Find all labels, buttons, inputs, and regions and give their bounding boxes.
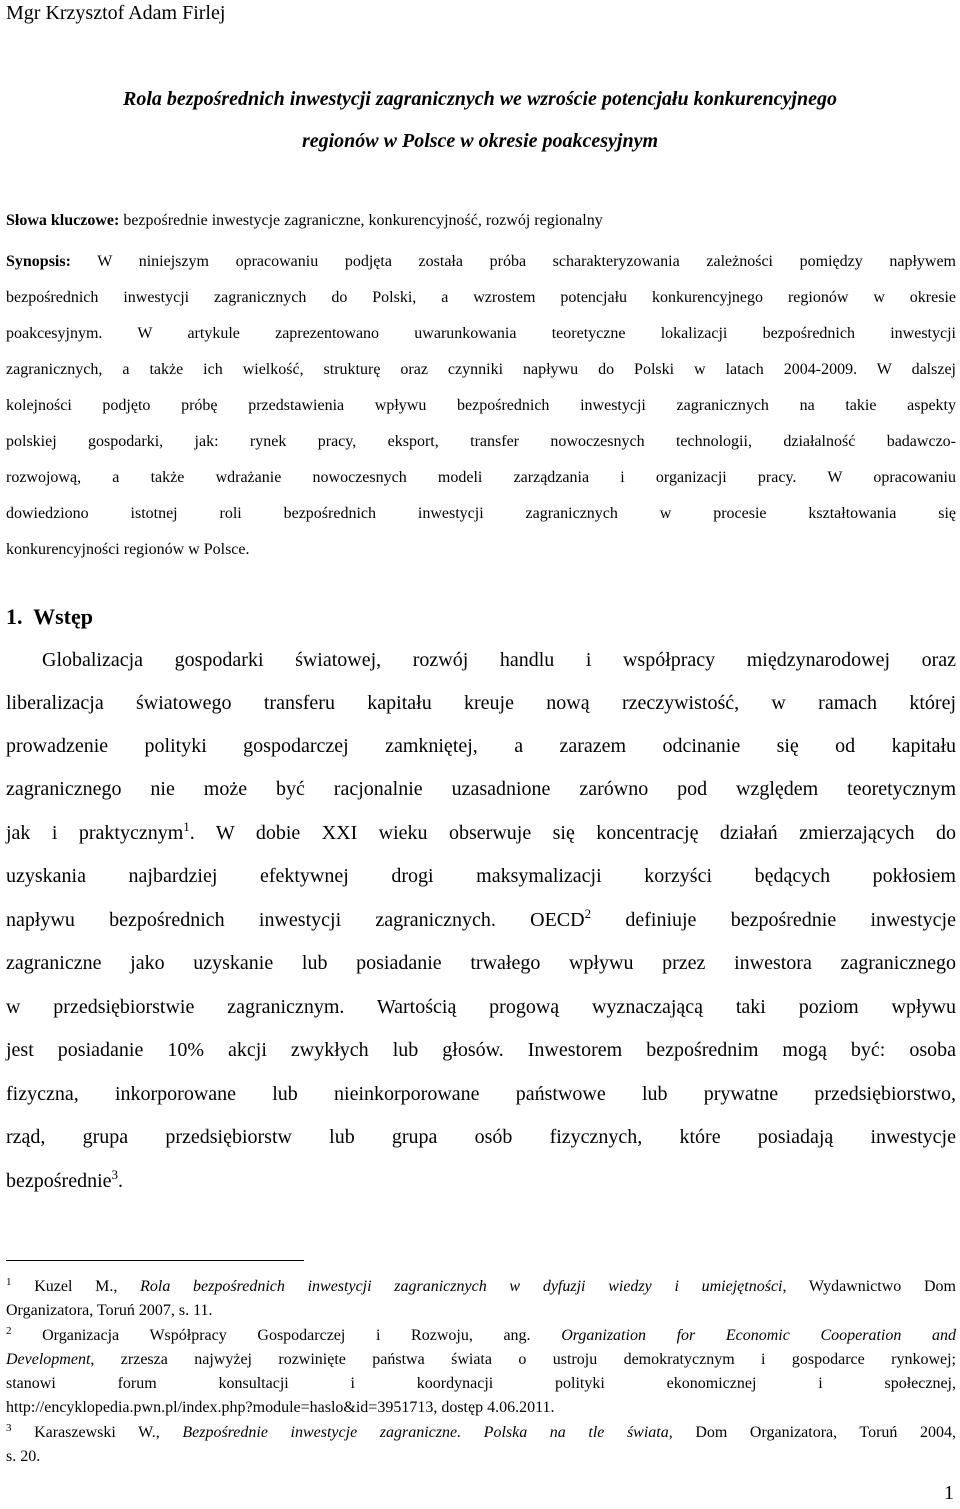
body-line: rząd, grupa przedsiębiorstw lub grupa osób fizycznych, które posiadają inwestycje xyxy=(6,1126,956,1148)
body-text: bezpośrednie xyxy=(6,1170,112,1192)
body-line xyxy=(6,1168,956,1194)
author-name: Mgr Krzysztof Adam Firlej xyxy=(6,2,226,24)
footnote-number: 2 xyxy=(6,1325,12,1337)
synopsis-line: zagranicznych, a także ich wielkość, strukturę oraz czynniki napływu do Polski w latach 2004-2009. W dalszej xyxy=(6,361,956,378)
footnote-2-url[interactable]: http://encyklopedia.pwn.pl/index.php?module=haslo&id=3951713, dostęp 4.06.2011. xyxy=(6,1399,555,1416)
paper-title-line-1: Rola bezpośrednich inwestycji zagranicznych we wzroście potencjału konkurencyjnego xyxy=(123,88,837,110)
footnote-text: , zrzesza najwyżej rozwinięte państwa świata o ustroju demokratycznym i gospodarce rynkowej; xyxy=(90,1351,956,1368)
footnote-1-line-2: Organizatora, Toruń 2007, s. 11. xyxy=(6,1302,213,1319)
body-text: jak i praktycznym xyxy=(6,822,184,844)
synopsis-label: Synopsis: xyxy=(6,253,71,270)
body-line xyxy=(6,907,956,933)
footnote-number: 3 xyxy=(6,1422,12,1434)
footnote-ref-1[interactable]: 1 xyxy=(183,819,190,834)
body-line: liberalizacja światowego transferu kapitału kreuje nową rzeczywistość, w ramach której xyxy=(6,692,956,714)
footnote-text: Organizacja Współpracy Gospodarczej i Rozwoju, ang. xyxy=(11,1327,562,1344)
synopsis-line: bezpośrednich inwestycji zagranicznych do Polski, a wzrostem potencjału konkurencyjnego regionów w okresie xyxy=(6,289,956,306)
synopsis-line: dowiedziono istotnej roli bezpośrednich inwestycji zagranicznych w procesie kształtowania się xyxy=(6,505,956,522)
footnote-3 xyxy=(6,1423,956,1443)
footnote-text: , Dom Organizatora, Toruń 2004, xyxy=(668,1424,956,1441)
synopsis-line: kolejności podjęto próbę przedstawienia wpływu bezpośrednich inwestycji zagranicznych na takie aspekty xyxy=(6,397,956,414)
footnote-cited-title: Bezpośrednie inwestycje zagraniczne. Polska na tle świata xyxy=(182,1424,669,1441)
synopsis-line: rozwojową, a także wdrażanie nowoczesnych modeli zarządzania i organizacji pracy. W opracowaniu xyxy=(6,469,956,486)
synopsis-line: polskiej gospodarki, jak: rynek pracy, eksport, transfer nowoczesnych technologii, działalność badawczo- xyxy=(6,433,956,450)
footnote-cited-title: Rola bezpośrednich inwestycji zagranicznych w dyfuzji wiedzy i umiejętności xyxy=(140,1278,783,1295)
footnote-separator xyxy=(6,1260,304,1261)
footnote-ref-3[interactable]: 3 xyxy=(111,1167,119,1182)
paper-title-line-2: regionów w Polsce w okresie poakcesyjnym xyxy=(301,130,659,152)
footnote-2 xyxy=(6,1326,956,1346)
body-text: . xyxy=(118,1170,124,1192)
body-line: zagranicznego nie może być racjonalnie uzasadnione zarówno pod względem teoretycznym xyxy=(6,778,956,800)
synopsis-line: poakcesyjnym. W artykule zaprezentowano uwarunkowania teoretyczne lokalizacji bezpośrednich inwestycji xyxy=(6,325,956,342)
synopsis-line: konkurencyjności regionów w Polsce. xyxy=(6,541,250,558)
body-text: . W dobie XXI wieku obserwuje się koncentrację działań zmierzających do xyxy=(189,822,956,844)
body-line: Globalizacja gospodarki światowej, rozwój handlu i współpracy międzynarodowej oraz xyxy=(42,649,956,671)
footnote-italic: Organization for Economic Cooperation and xyxy=(561,1327,956,1344)
body-line xyxy=(6,820,956,846)
body-line: zagraniczne jako uzyskanie lub posiadanie trwałego wpływu przez inwestora zagranicznego xyxy=(6,952,956,974)
footnote-2-line-3: stanowi forum konsultacji i koordynacji polityki ekonomicznej i społecznej, xyxy=(6,1375,956,1392)
footnote-number: 1 xyxy=(6,1276,12,1288)
footnote-text: , Wydawnictwo Dom xyxy=(782,1278,956,1295)
footnote-2-line-2 xyxy=(6,1350,956,1370)
footnote-ref-2[interactable]: 2 xyxy=(584,906,592,921)
keywords-label: Słowa kluczowe: xyxy=(6,212,120,229)
section-number: 1. xyxy=(6,604,23,629)
keywords xyxy=(6,211,956,231)
body-line: jest posiadanie 10% akcji zwykłych lub głosów. Inwestorem bezpośrednim mogą być: osoba xyxy=(6,1039,956,1061)
page-number: 1 xyxy=(944,1482,954,1504)
footnote-3-line-2: s. 20. xyxy=(6,1448,41,1465)
footnote-text: Kuzel M., xyxy=(11,1278,141,1295)
body-line: prowadzenie polityki gospodarczej zamkniętej, a zarazem odcinanie się od kapitału xyxy=(6,735,956,757)
section-heading xyxy=(6,603,93,631)
footnote-1 xyxy=(6,1277,956,1297)
body-line: w przedsiębiorstwie zagranicznym. Wartością progową wyznaczającą taki poziom wpływu xyxy=(6,996,956,1018)
body-line: fizyczna, inkorporowane lub nieinkorporowane państwowe lub prywatne przedsiębiorstwo, xyxy=(6,1083,956,1105)
body-text: definiuje bezpośrednie inwestycje xyxy=(591,909,956,931)
synopsis-text: W niniejszym opracowaniu podjęta została próba scharakteryzowania zależności pomiędzy napływem xyxy=(70,253,956,270)
footnote-italic: Development xyxy=(6,1351,91,1368)
footnote-text: Karaszewski W., xyxy=(11,1424,183,1441)
section-title: Wstęp xyxy=(33,604,93,629)
keywords-text: bezpośrednie inwestycje zagraniczne, konkurencyjność, rozwój regionalny xyxy=(119,212,603,229)
synopsis-line xyxy=(6,252,956,272)
body-text: napływu bezpośrednich inwestycji zagranicznych. OECD xyxy=(6,909,585,931)
body-line: uzyskania najbardziej efektywnej drogi maksymalizacji korzyści będących pokłosiem xyxy=(6,865,956,887)
